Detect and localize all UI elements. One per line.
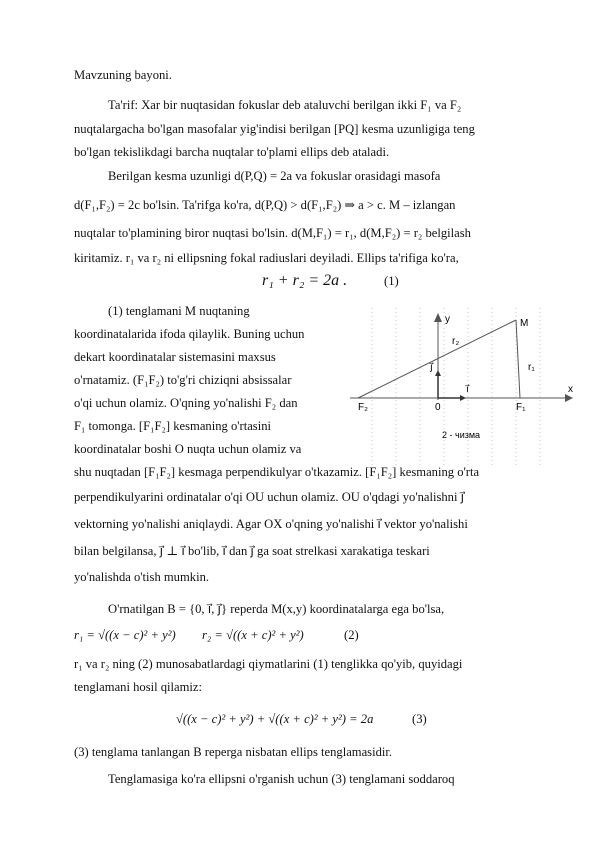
label-F2: F₂ (358, 402, 368, 413)
body-line-2: perpendikulyarini ordinatalar o'qi OU uchun olamiz. OU o'qdagi yo'nalishni j⃗ (74, 490, 465, 504)
radius-r1-line (516, 320, 520, 398)
body-line-10: Tenglamasiga ko'ra ellipsni o'rganish uchun (3) tenglamani soddaroq (108, 772, 455, 786)
label-F1: F₁ (516, 402, 526, 413)
body-line-1: shu nuqtadan [F₁F₂] kesmaga perpendikulyar o'tkazamiz. [F₁F₂] kesmaning o'rta (74, 465, 480, 479)
equation-2-number: (2) (344, 628, 359, 642)
paragraph-line-1: Berilgan kesma uzunligi d(P,Q) = 2a va fokuslar orasidagi masofa (108, 169, 441, 183)
paragraph-line-2: d(F₁,F₂) = 2c bo'lsin. Ta'rifga ko'ra, d(P,Q) > d(F₁,F₂) ⇒ a > c. M – izlangan (74, 198, 456, 212)
ellipse-coordinate-figure (350, 308, 580, 468)
text-beside-figure-6: F₁ tomonga. [F₁F₂] kesmaning o'rtasini (74, 419, 271, 433)
body-line-9: (3) tenglama tanlangan B reperga nisbatan ellips tenglamasidir. (74, 745, 393, 759)
label-x: x (568, 384, 573, 395)
equation-3: √((x − c)² + y²) + √((x + c)² + y²) = 2a (176, 712, 374, 726)
definition-line-1: Ta'rif: Xar bir nuqtasidan fokuslar deb ataluvchi berilgan ikki F₁ va F₂ (108, 98, 462, 112)
label-r1: r₁ (528, 362, 535, 373)
label-M: M (520, 318, 529, 329)
radius-r2-line (358, 320, 516, 398)
paragraph-line-3: nuqtalar to'plamining biror nuqtasi bo'lsin. d(M,F₁) = r₁, d(M,F₂) = r₂ belgilash (74, 226, 471, 240)
equation-3-number: (3) (412, 712, 427, 726)
paragraph-line-4: kiritamiz. r₁ va r₂ ni ellipsning fokal radiuslari deyiladi. Ellips ta'rifiga ko'ra, (74, 251, 459, 265)
body-line-5: yo'nalishda o'tish mumkin. (74, 570, 210, 584)
body-line-3: vektorning yo'nalishi aniqlaydi. Agar OX o'qning yo'nalishi i⃗ vektor yo'nalishi (74, 517, 468, 531)
definition-line-3: bo'lgan tekislikdagi barcha nuqtalar to'plami ellips deb ataladi. (74, 145, 390, 159)
text-beside-figure-3: dekart koordinatalar sistemasini maxsus (74, 350, 276, 364)
body-line-7: r₁ va r₂ ning (2) munosabatlardagi qiymatlarini (1) tenglikka qo'yib, quyidagi (74, 657, 463, 671)
section-title: Mavzuning bayoni. (74, 68, 172, 82)
body-line-4: bilan belgilansa, j⃗ ⊥ i⃗ bo'lib, i⃗ dan j⃗ ga soat strelkasi xarakatiga teskari (74, 544, 430, 558)
figure-caption: 2 - чизма (442, 430, 481, 440)
equation-2-r1: r₁ = √((x − c)² + y²) (74, 628, 176, 642)
label-O: 0 (435, 402, 441, 413)
text-beside-figure-5: o'qi uchun olamiz. O'qning yo'nalishi F₂ dan (74, 396, 298, 410)
body-line-8: tenglamani hosil qilamiz: (74, 680, 203, 694)
text-beside-figure-2: koordinatalarida ifoda qilaylik. Buning uchun (74, 327, 305, 341)
definition-line-2: nuqtalargacha bo'lgan masofalar yig'indisi berilgan [PQ] kesma uzunligiga teng (74, 122, 475, 136)
equation-1-number: (1) (384, 274, 399, 288)
label-y: y (445, 314, 450, 325)
label-r2: r₂ (452, 336, 460, 347)
body-line-6: O'rnatilgan B = {0, i⃗, j⃗} reperda M(x,y) koordinatalarga ega bo'lsa, (108, 602, 445, 616)
label-j: j⃗ (430, 362, 433, 373)
equation-1: r₁ + r₂ = 2a . (262, 272, 348, 289)
equation-2-r2: r₂ = √((x + c)² + y²) (202, 628, 304, 642)
label-i: i⃗ (466, 384, 469, 395)
text-beside-figure-4: o'rnatamiz. (F₁F₂) to'g'ri chiziqni absissalar (74, 373, 292, 387)
text-beside-figure-7: koordinatalar boshi O nuqta uchun olamiz va (74, 442, 302, 456)
text-beside-figure-1: (1) tenglamani M nuqtaning (108, 304, 250, 318)
